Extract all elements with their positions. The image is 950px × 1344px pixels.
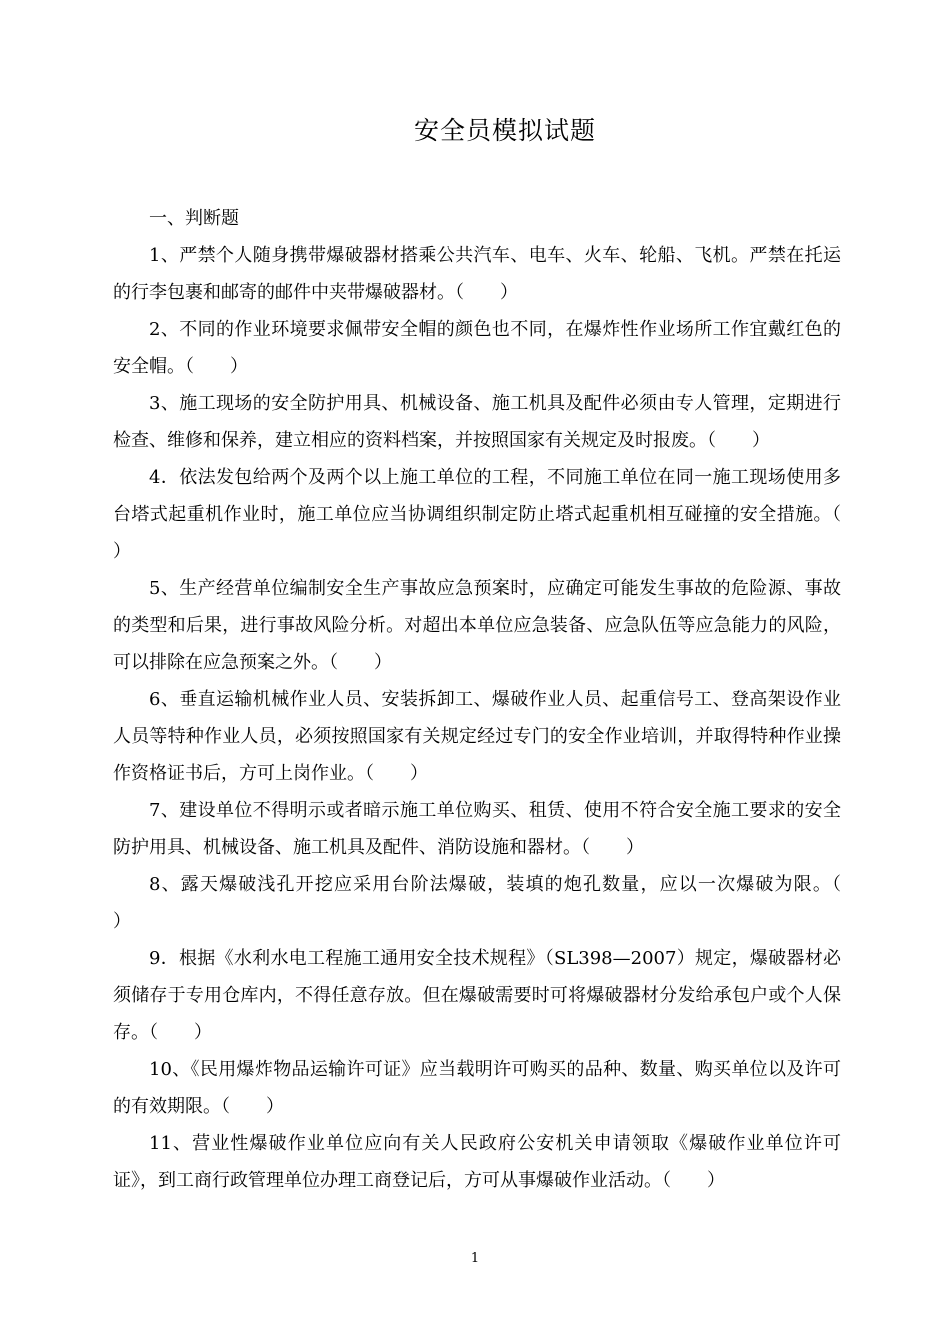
question-3: 3、施工现场的安全防护用具、机械设备、施工机具及配件必须由专人管理，定期进行检查、维修和保养，建立相应的资料档案，并按照国家有关规定及时报废。（ ） — [113, 393, 841, 451]
document-title: 安全员模拟试题 — [413, 116, 596, 145]
question-1: 1、严禁个人随身携带爆破器材搭乘公共汽车、电车、火车、轮船、飞机。严禁在托运的行李包裹和邮寄的邮件中夹带爆破器材。（ ） — [113, 245, 841, 303]
question-11: 11、营业性爆破作业单位应向有关人民政府公安机关申请领取《爆破作业单位许可证》，到工商行政管理单位办理工商登记后，方可从事爆破作业活动。（ ） — [113, 1133, 841, 1191]
question-6: 6、垂直运输机械作业人员、安装拆卸工、爆破作业人员、起重信号工、登高架设作业人员等特种作业人员，必须按照国家有关规定经过专门的安全作业培训，并取得特种作业操作资格证书后，方可上岗作业。（ ） — [113, 689, 841, 784]
section-heading: 一、判断题 — [149, 208, 239, 229]
question-7: 7、建设单位不得明示或者暗示施工单位购买、租赁、使用不符合安全施工要求的安全防护用具、机械设备、施工机具及配件、消防设施和器材。（ ） — [113, 800, 841, 858]
document-body — [113, 200, 877, 1199]
question-5: 5、生产经营单位编制安全生产事故应急预案时，应确定可能发生事故的危险源、事故的类型和后果，进行事故风险分析。对超出本单位应急装备、应急队伍等应急能力的风险，可以排除在应急预案之外。（ ） — [113, 578, 841, 673]
question-10: 10、《民用爆炸物品运输许可证》应当载明许可购买的品种、数量、购买单位以及许可的有效期限。（ ） — [113, 1059, 841, 1117]
question-4: 4．依法发包给两个及两个以上施工单位的工程，不同施工单位在同一施工现场使用多台塔式起重机作业时，施工单位应当协调组织制定防止塔式起重机相互碰撞的安全措施。（ ） — [113, 467, 877, 562]
question-8: 8、露天爆破浅孔开挖应采用台阶法爆破，装填的炮孔数量，应以一次爆破为限。（ ） — [113, 874, 877, 932]
question-9: 9．根据《水利水电工程施工通用安全技术规程》（SL398—2007）规定，爆破器材必须储存于专用仓库内，不得任意存放。但在爆破需要时可将爆破器材分发给承包户或个人保存。（ ） — [113, 948, 841, 1043]
question-2: 2、不同的作业环境要求佩带安全帽的颜色也不同，在爆炸性作业场所工作宜戴红色的安全帽。（ ） — [113, 319, 841, 377]
page-number: 1 — [470, 1251, 480, 1266]
